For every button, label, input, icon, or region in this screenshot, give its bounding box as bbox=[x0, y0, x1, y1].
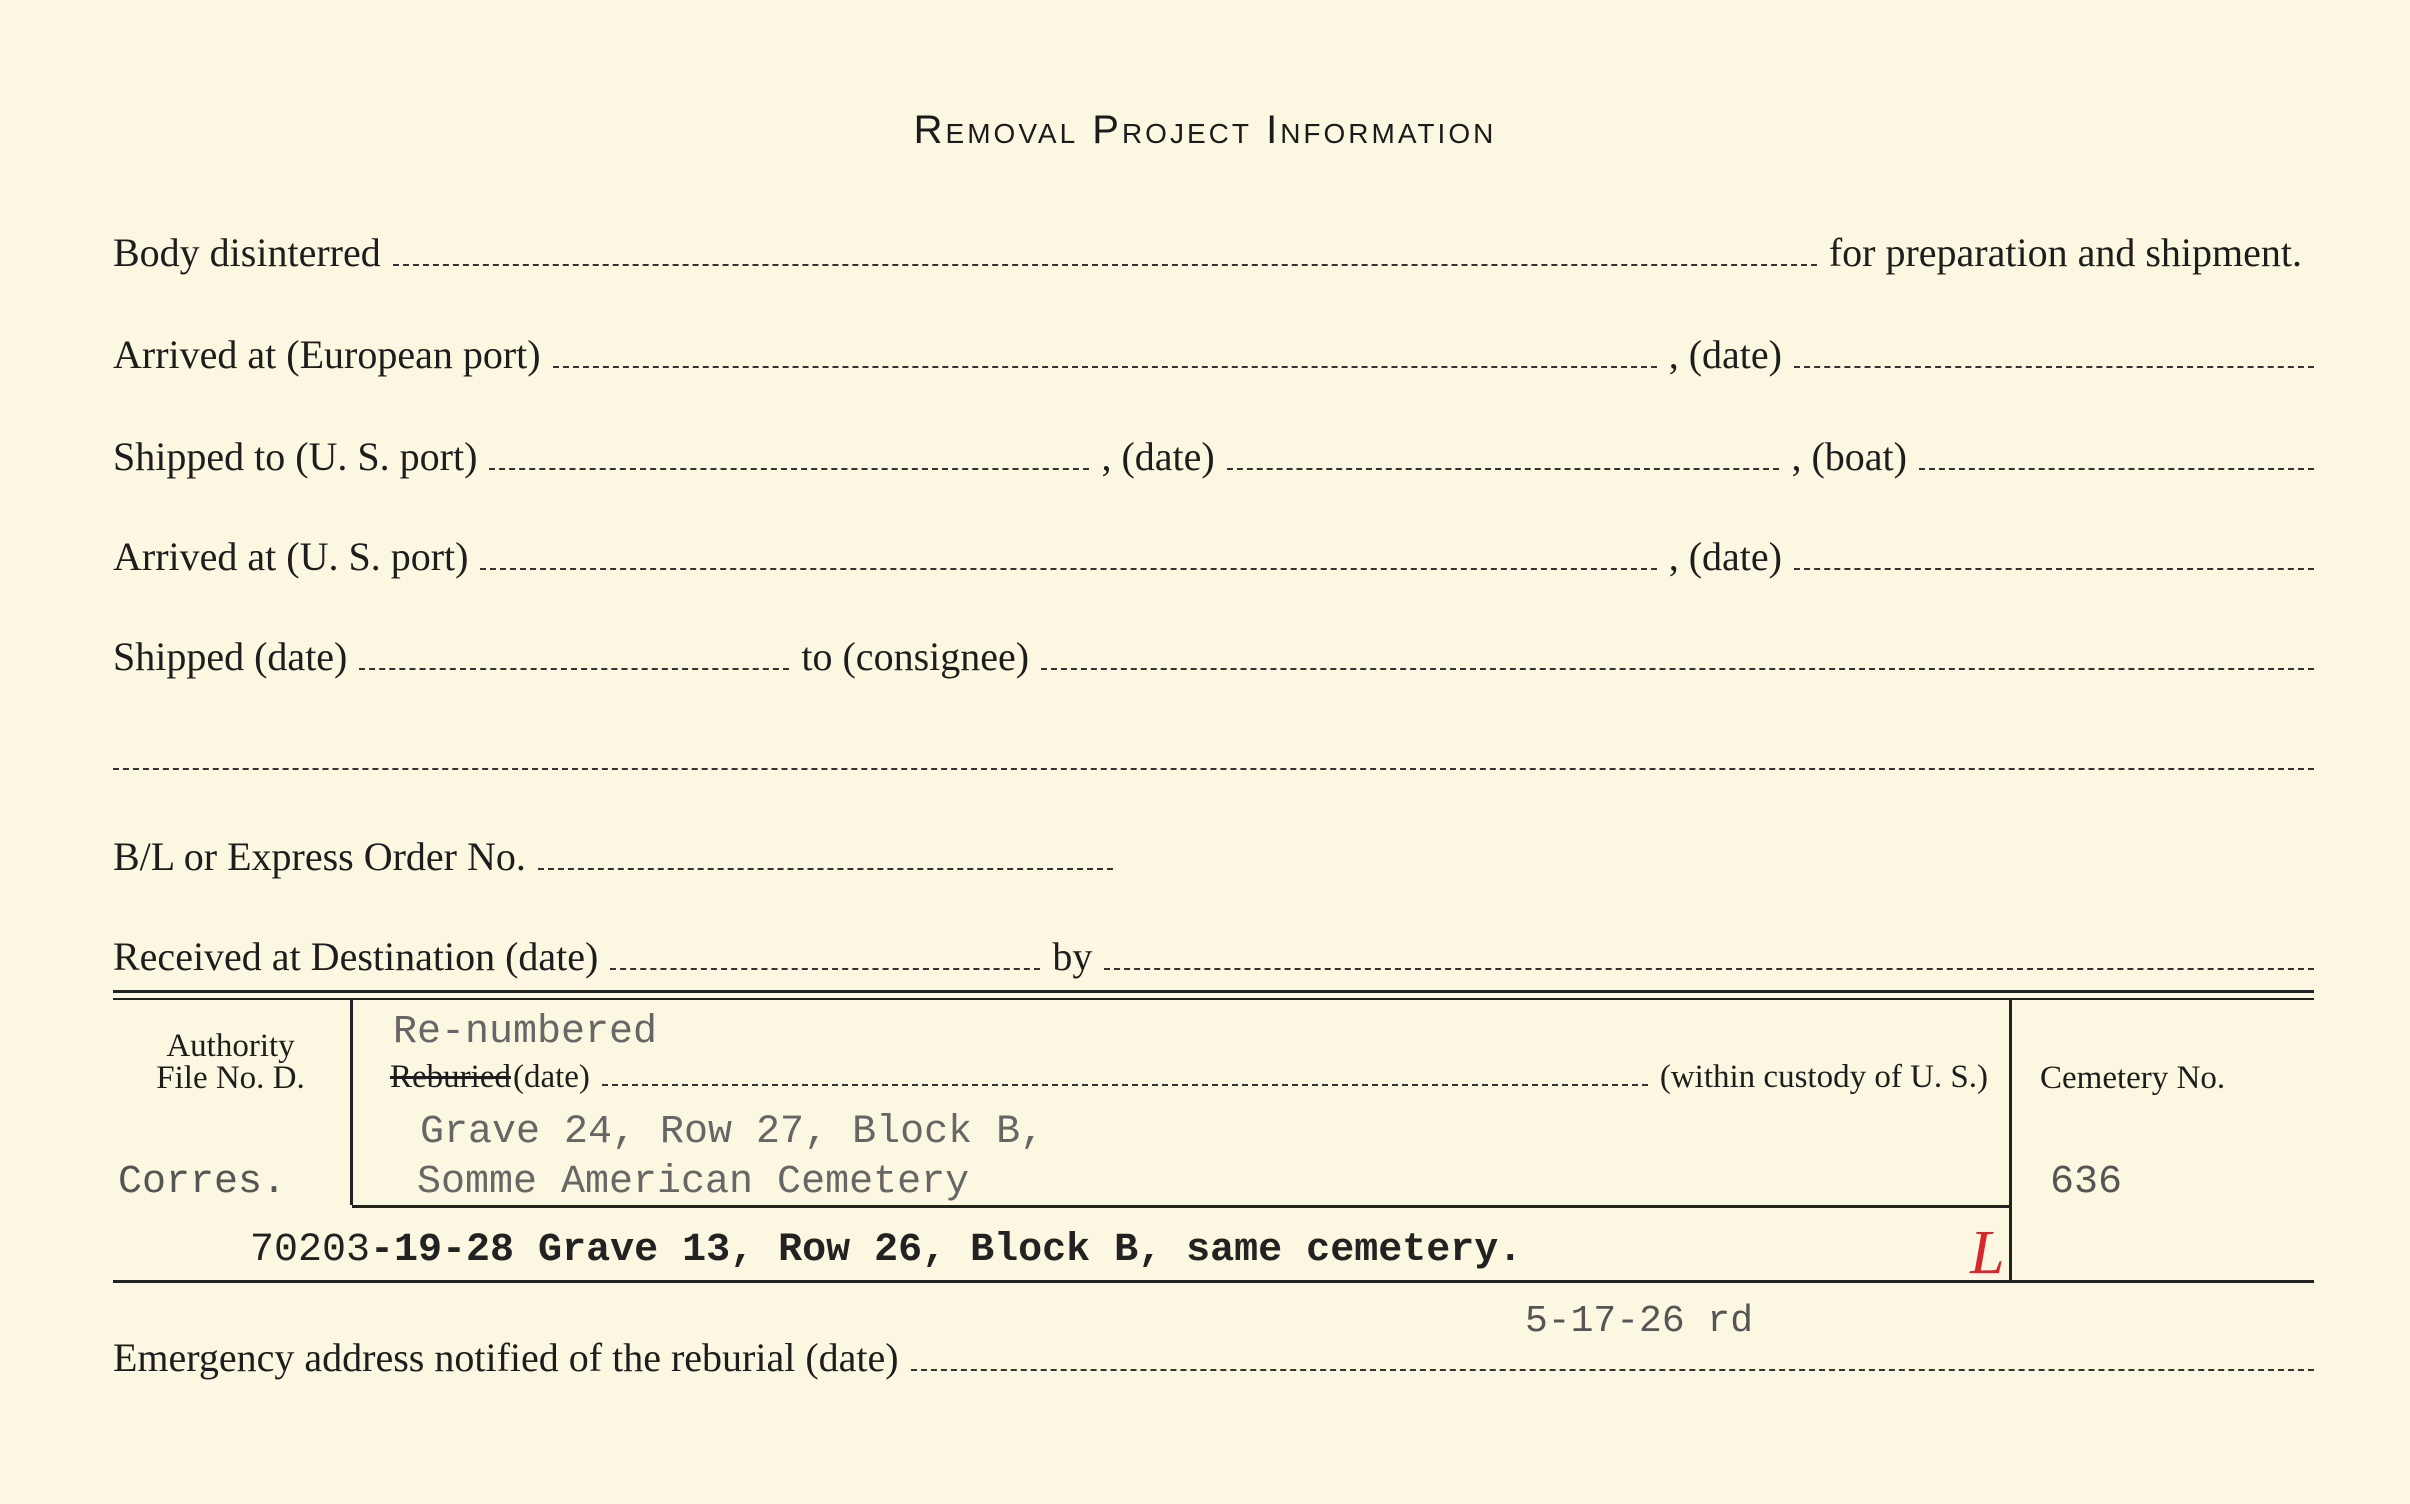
row-consignee-continued bbox=[113, 724, 2314, 780]
field-consignee-line2[interactable] bbox=[113, 768, 2314, 770]
label-received-destination: Received at Destination (date) bbox=[113, 934, 599, 979]
field-bl-order[interactable] bbox=[538, 868, 1113, 870]
label-body-disinterred: Body disinterred bbox=[113, 230, 381, 275]
field-us-port[interactable] bbox=[489, 468, 1089, 470]
label-shipped-date: Shipped (date) bbox=[113, 634, 348, 679]
entry-line bbox=[250, 1228, 1522, 1273]
row-bl-order bbox=[113, 824, 1113, 880]
label-custody: (within custody of U. S.) bbox=[1659, 1059, 1988, 1095]
label-boat: , (boat) bbox=[1791, 434, 1907, 479]
divider-top-second bbox=[113, 998, 2314, 1000]
label-consignee: to (consignee) bbox=[801, 634, 1030, 679]
row-body-disinterred bbox=[113, 220, 2314, 276]
label-shipped-us-port: Shipped to (U. S. port) bbox=[113, 434, 478, 479]
field-european-port[interactable] bbox=[553, 366, 1657, 368]
form-title: Removal Project Information bbox=[913, 108, 1497, 152]
field-received-date[interactable] bbox=[610, 968, 1040, 970]
field-arrived-us-port[interactable] bbox=[480, 568, 1656, 570]
divider-bottom bbox=[113, 1280, 2314, 1283]
field-received-by[interactable] bbox=[1104, 968, 2314, 970]
field-shipped-date-value[interactable] bbox=[359, 668, 789, 670]
field-arrived-us-date[interactable] bbox=[1794, 568, 2314, 570]
entry-prefix: 70203 bbox=[250, 1228, 371, 1273]
red-check-mark: L bbox=[1970, 1219, 2005, 1287]
entry-text: -19-28 Grave 13, Row 26, Block B, same cemetery. bbox=[370, 1228, 1523, 1273]
authority-line2: File No. D. bbox=[156, 1060, 305, 1096]
label-reburied-struck: Reburied bbox=[390, 1059, 511, 1095]
authority-value: Corres. bbox=[118, 1160, 287, 1205]
field-boat[interactable] bbox=[1919, 468, 2314, 470]
field-consignee[interactable] bbox=[1041, 668, 2314, 670]
emergency-date-value: 5-17-26 rd bbox=[1525, 1300, 1754, 1343]
authority-label bbox=[113, 1030, 348, 1094]
grave-line2: Somme American Cemetery bbox=[417, 1160, 970, 1205]
field-shipped-date[interactable] bbox=[1227, 468, 1780, 470]
divider-reburied-bottom bbox=[352, 1205, 2010, 1208]
label-preparation-shipment: for preparation and shipment. bbox=[1828, 230, 2302, 275]
label-arrived-us: Arrived at (U. S. port) bbox=[113, 534, 469, 579]
row-reburied bbox=[390, 1050, 2000, 1096]
row-arrived-us bbox=[113, 524, 2314, 580]
cemetery-label: Cemetery No. bbox=[2040, 1060, 2226, 1096]
field-body-disinterred[interactable] bbox=[393, 264, 1817, 266]
label-arrived-european: Arrived at (European port) bbox=[113, 332, 541, 377]
label-date: , (date) bbox=[1668, 534, 1782, 579]
row-shipped-date bbox=[113, 624, 2314, 680]
divider-right bbox=[2009, 1000, 2012, 1280]
row-emergency bbox=[113, 1325, 2314, 1381]
label-emergency: Emergency address notified of the reburial (date) bbox=[113, 1335, 899, 1380]
field-reburied-date[interactable] bbox=[602, 1084, 1648, 1086]
row-arrived-european bbox=[113, 322, 2314, 378]
field-emergency-date[interactable] bbox=[911, 1369, 2314, 1371]
label-date: , (date) bbox=[1668, 332, 1782, 377]
label-date: , (date) bbox=[1101, 434, 1215, 479]
cemetery-value: 636 bbox=[2050, 1160, 2123, 1205]
label-by: by bbox=[1052, 934, 1093, 979]
label-reburied-date: (date) bbox=[512, 1059, 590, 1095]
divider-top bbox=[113, 990, 2314, 993]
divider-left bbox=[350, 1000, 353, 1205]
renumbered-text: Re-numbered bbox=[393, 1010, 658, 1055]
row-received bbox=[113, 924, 2314, 980]
row-shipped-us bbox=[113, 424, 2314, 480]
field-european-date[interactable] bbox=[1794, 366, 2314, 368]
grave-line1: Grave 24, Row 27, Block B, bbox=[420, 1110, 1045, 1155]
label-bl-order: B/L or Express Order No. bbox=[113, 834, 526, 879]
authority-line1: Authority bbox=[166, 1028, 295, 1064]
